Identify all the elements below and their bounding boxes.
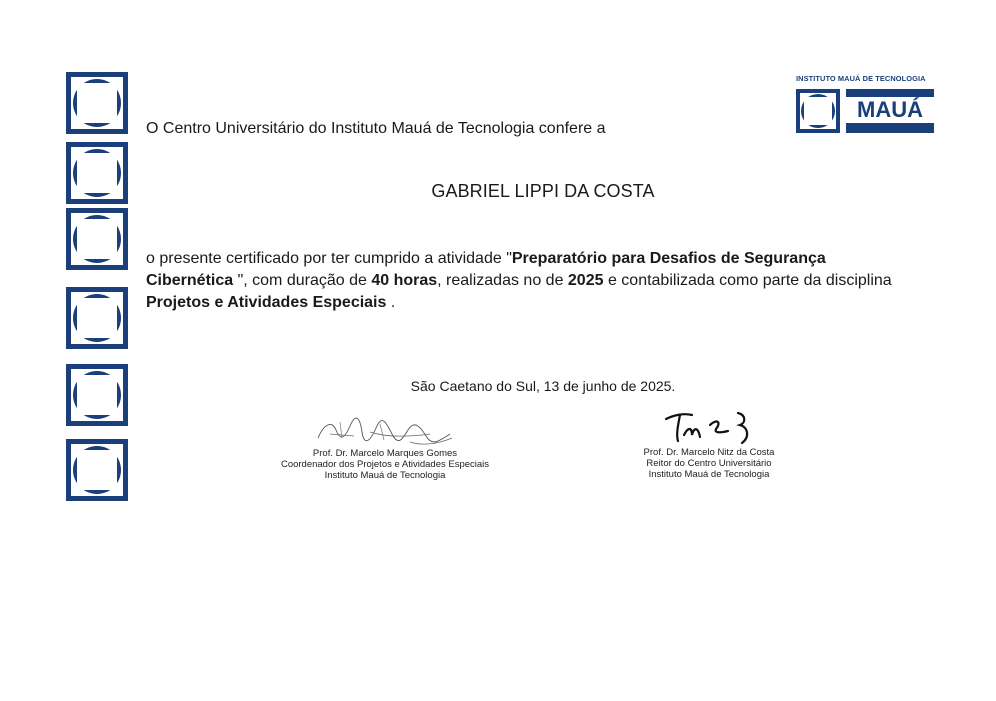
mauá-logo-mark-icon bbox=[66, 439, 128, 501]
body-after-duration: , realizadas no de bbox=[437, 272, 568, 289]
handwritten-signature-icon bbox=[310, 412, 460, 448]
certificate-body bbox=[146, 248, 916, 314]
signature-block-coordinator bbox=[254, 412, 516, 481]
signer-name: Prof. Dr. Marcelo Marques Gomes bbox=[312, 448, 458, 459]
mauá-logo-mark-icon bbox=[66, 287, 128, 349]
mauá-logo-mark-icon bbox=[66, 208, 128, 270]
institute-logo-caption: INSTITUTO MAUÁ DE TECNOLOGIA bbox=[796, 74, 926, 83]
mauá-logo-mark-icon bbox=[66, 72, 128, 134]
signer-role: Coordenador dos Projetos e Atividades Especiais bbox=[280, 459, 490, 470]
body-prefix: o presente certificado por ter cumprido a atividade " bbox=[146, 250, 512, 267]
mauá-logo-mark-icon bbox=[66, 364, 128, 426]
signature-block-rector bbox=[604, 405, 814, 480]
body-after-activity: ", com duração de bbox=[233, 272, 372, 289]
handwritten-signature-icon bbox=[654, 405, 764, 447]
institute-logo-mark-icon bbox=[796, 89, 840, 133]
certificate-intro: O Centro Universitário do Instituto Mauá de Tecnologia confere a bbox=[146, 120, 606, 137]
body-end: . bbox=[386, 294, 396, 311]
recipient-name: GABRIEL LIPPI DA COSTA bbox=[431, 181, 655, 201]
activity-year: 2025 bbox=[567, 272, 604, 289]
discipline-name: Projetos e Atividades Especiais bbox=[146, 294, 387, 311]
signer-institution: Instituto Mauá de Tecnologia bbox=[648, 469, 770, 480]
activity-name: Preparatório para Desafios de Segurança Cibernética bbox=[146, 250, 826, 289]
signer-name: Prof. Dr. Marcelo Nitz da Costa bbox=[643, 447, 775, 458]
signer-institution: Instituto Mauá de Tecnologia bbox=[324, 470, 446, 481]
institute-logo bbox=[796, 74, 936, 133]
institute-logo-wordmark bbox=[846, 89, 934, 133]
body-after-year: e contabilizada como parte da disciplina bbox=[603, 272, 892, 289]
institute-logo-name: MAUÁ bbox=[846, 97, 934, 123]
signer-role: Reitor do Centro Universitário bbox=[646, 458, 772, 469]
activity-duration: 40 horas bbox=[371, 272, 438, 289]
place-and-date: São Caetano do Sul, 13 de junho de 2025. bbox=[410, 378, 676, 394]
